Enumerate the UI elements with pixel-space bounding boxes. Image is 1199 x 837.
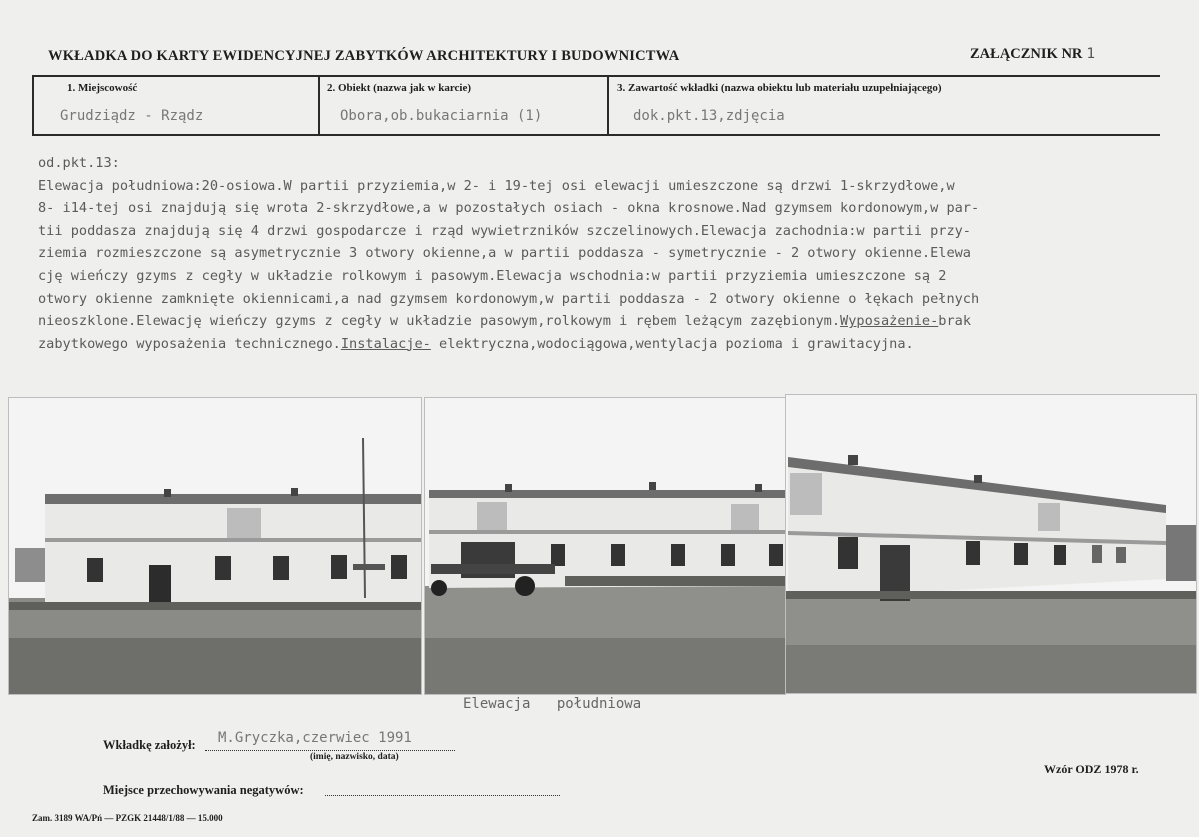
text-segment: nieoszklone.Elewację wieńczy gzyms z cegły w układzie pasowym,rolkowym i rębem leżącym zazębionym. (38, 313, 841, 330)
field-label-object: 2. Obiekt (nazwa jak w karcie) (327, 82, 472, 94)
field-value-object: Obora,ob.bukaciarnia (1) (340, 108, 543, 124)
text-line: 8- i14-tej osi znajdują się wrota 2-skrzydłowe,a w pozostałych osiach - okna krosnowe.Nad gzymsem kordonowym,w par- (38, 200, 980, 217)
text-line (38, 310, 1188, 333)
text-line: Elewacja południowa:20-osiowa.W partii przyziemia,w 2- i 19-tej osi elewacji umieszczone są drzwi 1-skrzydłowe,w (38, 177, 955, 194)
field-label-place: 1. Miejscowość (67, 82, 138, 94)
field-value-place: Grudziądz - Rządz (60, 108, 204, 124)
barn-photo-image (425, 398, 785, 694)
annex-label-text: ZAŁĄCZNIK NR (970, 46, 1083, 62)
created-by-label: Wkładkę założył: (103, 738, 196, 752)
field-label-contents: 3. Zawartość wkładki (nazwa obiektu lub materiału uzupełniającego) (617, 82, 942, 94)
installations-heading: Instalacje- (340, 335, 431, 352)
form-title: WKŁADKA DO KARTY EWIDENCYJNEJ ZABYTKÓW ARCHITEKTURY I BUDOWNICTWA (48, 48, 680, 64)
text-line: tii poddasza znajdują się 4 drzwi gospodarcze i rząd wywietrzników szczelinowych.Elewacja zachodnia:w partii przy- (38, 222, 971, 239)
text-line: otwory okienne zamknięte okiennicami,a nad gzymsem kordonowym,w partii poddasza - 2 otwory okienne o łękach pełnych (38, 290, 980, 307)
negative-storage-line (325, 795, 560, 796)
negative-storage-label: Miejsce przechowywania negatywów: (103, 783, 304, 797)
description-text (38, 152, 1188, 355)
form-code: Wzór ODZ 1978 r. (1044, 762, 1139, 776)
table-top-rule (32, 75, 1160, 77)
equipment-heading: Wyposażenie- (840, 313, 939, 330)
photo-barn-left (8, 397, 422, 695)
text-line: ziemia rozmieszczone są asymetrycznie 3 otwory okienne,a w partii poddasza - symetrycznie - 2 otwory okienne.Elewa (38, 245, 971, 262)
photo-caption: Elewacja południowa (463, 696, 642, 712)
text-segment: elektryczna,wodociągowa,wentylacja pozioma i grawitacyjna. (430, 335, 914, 352)
created-by-hint: (imię, nazwisko, data) (310, 752, 399, 762)
table-left-border (32, 75, 34, 136)
photo-barn-center (424, 397, 786, 695)
photo-barn-right (785, 394, 1197, 694)
table-divider-2 (607, 75, 609, 136)
field-value-contents: dok.pkt.13,zdjęcia (633, 108, 785, 124)
text-line: od.pkt.13: (38, 155, 120, 171)
text-line (38, 333, 1188, 356)
barn-photo-image (9, 398, 421, 694)
text-segment: brak (938, 313, 972, 330)
table-bottom-rule (32, 134, 1160, 136)
annex-number: 1 (1086, 46, 1096, 62)
text-line: cję wieńczy gzyms z cegły w układzie rolkowym i pasowym.Elewacja wschodnia:w partii przyziemia umieszczone są 2 (38, 267, 947, 284)
table-divider-1 (318, 75, 320, 136)
annex-label (970, 46, 1095, 63)
created-by-value: M.Gryczka,czerwiec 1991 (218, 730, 412, 746)
barn-photo-image (786, 395, 1196, 693)
print-footer: Zam. 3189 WA/Pń — PZGK 21448/1/88 — 15.000 (32, 813, 223, 823)
created-by-line (205, 750, 455, 751)
text-segment: zabytkowego wyposażenia technicznego. (38, 335, 341, 352)
